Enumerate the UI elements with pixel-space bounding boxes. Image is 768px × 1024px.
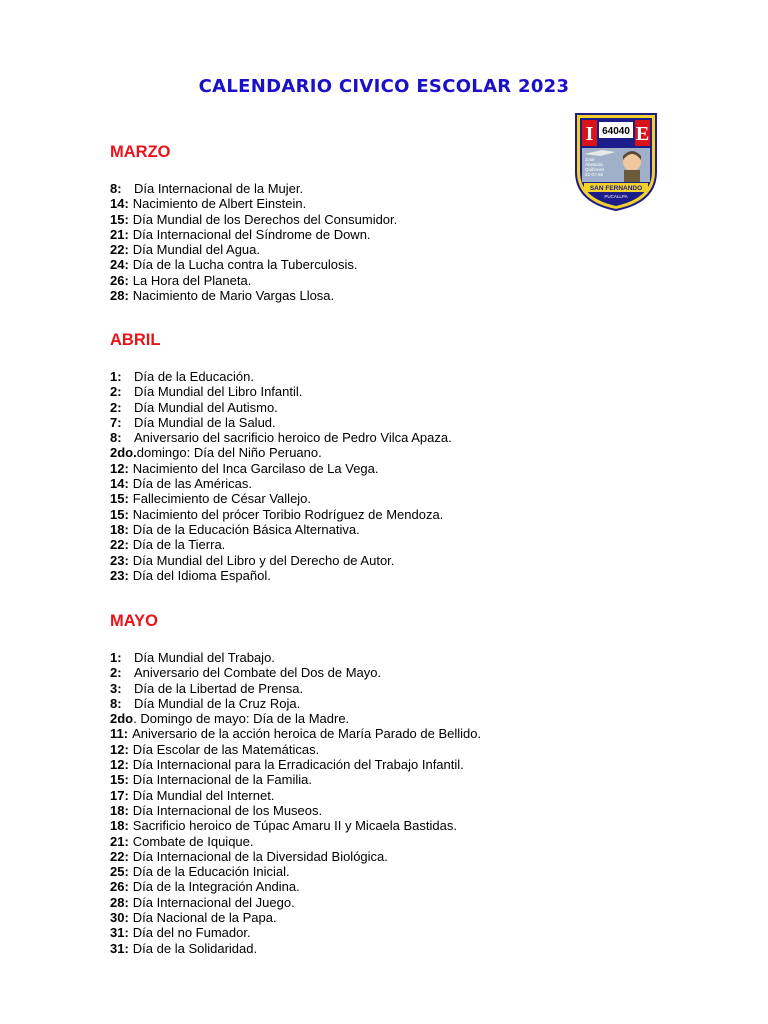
emblem-text-line: Abelardo [585, 162, 604, 167]
entry-date: 22: [110, 848, 129, 864]
month-section-mayo [110, 612, 481, 956]
entry-description: Día Mundial de los Derechos del Consumidor. [132, 211, 398, 227]
entry-description: Sacrificio heroico de Túpac Amaru II y Micaela Bastidas. [132, 818, 457, 834]
entry-date: 2do. [110, 445, 137, 461]
entry-date: 26: [110, 272, 129, 288]
emblem-bottom-text: SAN FERNANDO [589, 185, 643, 192]
entry-date: 2do [110, 711, 134, 727]
calendar-entry [110, 400, 452, 415]
entry-description: Aniversario de la acción heroica de María Parado de Bellido. [132, 726, 482, 742]
entry-description: Día de la Lucha contra la Tuberculosis. [132, 257, 358, 273]
entry-date: 22: [110, 537, 129, 553]
entry-date: 23: [110, 552, 129, 568]
emblem-city-text: PUCALLPA [604, 194, 628, 199]
entry-date: 30: [110, 910, 129, 926]
calendar-entry [110, 726, 481, 741]
entry-date: 15: [110, 772, 129, 788]
entry-description: Día del no Fumador. [132, 925, 251, 941]
entry-date: 18: [110, 802, 129, 818]
entry-description: Día Mundial del Internet. [132, 787, 275, 803]
entry-description: Día de la Educación Inicial. [132, 864, 290, 880]
entry-description: Nacimiento de Mario Vargas Llosa. [132, 288, 335, 304]
month-heading: MAYO [110, 612, 158, 630]
entry-date: 12: [110, 460, 129, 476]
entry-date: 18: [110, 521, 129, 537]
calendar-entry [110, 242, 397, 257]
entry-description: Día Mundial del Libro y del Derecho de Autor. [132, 552, 395, 568]
entry-description: Día Internacional del Síndrome de Down. [132, 226, 371, 242]
page-title: CALENDARIO CIVICO ESCOLAR 2023 [198, 76, 570, 97]
calendar-entry [110, 849, 481, 864]
calendar-entry [110, 650, 481, 665]
entry-date: 8: [110, 181, 122, 196]
entry-date: 7: [110, 414, 122, 430]
emblem-left-letter: I [585, 123, 594, 145]
calendar-entry [110, 925, 481, 940]
entry-date: 15: [110, 506, 129, 522]
entry-date: 8: [110, 430, 122, 446]
entry-description: Día Nacional de la Papa. [132, 910, 277, 926]
entry-description: Nacimiento del Inca Garcilaso de La Vega. [132, 460, 379, 476]
calendar-entry [110, 227, 397, 242]
calendar-entry [110, 665, 481, 680]
entry-date: 21: [110, 833, 129, 849]
calendar-entry [110, 742, 481, 757]
entry-date: 14: [110, 196, 129, 212]
calendar-entry [110, 537, 452, 552]
calendar-entry [110, 273, 397, 288]
entry-date: 3: [110, 680, 122, 696]
entry-description: Día de la Libertad de Prensa. [134, 680, 304, 696]
calendar-entry [110, 522, 452, 537]
calendar-entry [110, 461, 452, 476]
calendar-entry [110, 369, 452, 384]
entry-date: 11: [110, 726, 129, 742]
entry-date: 2: [110, 384, 122, 400]
emblem-text-line: 22-07-68 [585, 172, 604, 177]
calendar-entry [110, 681, 481, 696]
emblem-text-line: José [585, 157, 595, 162]
emblem-right-letter: E [635, 123, 650, 145]
entry-date: 15: [110, 211, 129, 227]
entry-description: Día Escolar de las Matemáticas. [132, 741, 320, 757]
entry-description: Día Mundial del Libro Infantil. [134, 384, 303, 400]
calendar-entry [110, 476, 452, 491]
entry-description: Aniversario del sacrificio heroico de Pedro Vilca Apaza. [134, 430, 452, 446]
calendar-entry [110, 772, 481, 787]
calendar-entry [110, 507, 452, 522]
calendar-entry [110, 757, 481, 772]
entry-description: Día Mundial del Trabajo. [134, 650, 275, 665]
entry-date: 18: [110, 818, 129, 834]
calendar-entry [110, 430, 452, 445]
calendar-entry [110, 941, 481, 956]
entry-date: 8: [110, 695, 122, 711]
calendar-entry [110, 568, 452, 583]
entry-description: Día Mundial del Autismo. [134, 399, 278, 415]
entry-description: Día Mundial del Agua. [132, 242, 260, 258]
entry-description: Combate de Iquique. [132, 833, 254, 849]
calendar-entry [110, 553, 452, 568]
entry-date: 14: [110, 476, 129, 492]
entry-date: 31: [110, 940, 129, 956]
entry-description: Día Internacional de los Museos. [132, 802, 323, 818]
entry-description: . Domingo de mayo: Día de la Madre. [133, 711, 350, 727]
entry-date: 23: [110, 567, 129, 583]
calendar-entry [110, 257, 397, 272]
entry-description: Día del Idioma Español. [132, 567, 271, 583]
entry-description: Día de la Tierra. [132, 537, 226, 553]
entry-date: 17: [110, 787, 129, 803]
entry-description: Día de la Solidaridad. [132, 940, 258, 956]
entry-date: 31: [110, 925, 129, 941]
entry-description: Día de las Américas. [132, 476, 253, 492]
school-emblem-logo [572, 110, 660, 214]
entry-description: Nacimiento de Albert Einstein. [132, 196, 307, 212]
entry-description: Día Internacional para la Erradicación del Trabajo Infantil. [132, 757, 464, 773]
entry-date: 12: [110, 741, 129, 757]
entry-description: Día Mundial de la Salud. [134, 414, 276, 430]
emblem-number: 64040 [602, 126, 630, 137]
entry-date: 1: [110, 369, 122, 384]
entry-date: 15: [110, 491, 129, 507]
calendar-entry [110, 445, 452, 460]
calendar-entry [110, 196, 397, 211]
entry-description: Fallecimiento de César Vallejo. [132, 491, 312, 507]
entry-description: La Hora del Planeta. [132, 272, 252, 288]
entry-date: 2: [110, 399, 122, 415]
emblem-text-line: Quiñones [585, 167, 605, 172]
entry-description: Día Internacional de la Mujer. [134, 181, 304, 196]
entry-date: 21: [110, 226, 129, 242]
calendar-entry [110, 181, 397, 196]
calendar-entry [110, 864, 481, 879]
entry-description: Día Mundial de la Cruz Roja. [134, 695, 301, 711]
calendar-entry [110, 788, 481, 803]
entry-date: 28: [110, 894, 129, 910]
event-list [110, 369, 452, 583]
entry-description: Día Internacional de la Familia. [132, 772, 312, 788]
entry-description: Aniversario del Combate del Dos de Mayo. [134, 665, 382, 681]
calendar-entry [110, 879, 481, 894]
entry-description: Día de la Integración Andina. [132, 879, 300, 895]
entry-date: 25: [110, 864, 129, 880]
entry-description: Día Internacional de la Diversidad Biológica. [132, 848, 388, 864]
month-heading: ABRIL [110, 331, 161, 349]
entry-description: Día de la Educación Básica Alternativa. [132, 521, 360, 537]
calendar-entry [110, 288, 397, 303]
month-heading: MARZO [110, 143, 171, 161]
entry-date: 26: [110, 879, 129, 895]
entry-description: Día de la Educación. [134, 369, 254, 384]
entry-description: Día Internacional del Juego. [132, 894, 295, 910]
calendar-entry [110, 212, 397, 227]
entry-description: domingo: Día del Niño Peruano. [136, 445, 322, 461]
calendar-entry [110, 415, 452, 430]
entry-description: Nacimiento del prócer Toribio Rodríguez de Mendoza. [132, 506, 444, 522]
event-list [110, 181, 397, 303]
calendar-entry [110, 384, 452, 399]
entry-date: 2: [110, 665, 122, 681]
calendar-entry [110, 895, 481, 910]
calendar-entry [110, 910, 481, 925]
entry-date: 12: [110, 757, 129, 773]
calendar-entry [110, 696, 481, 711]
entry-date: 24: [110, 257, 129, 273]
month-section-abril [110, 331, 452, 583]
entry-date: 1: [110, 650, 122, 665]
calendar-entry [110, 834, 481, 849]
calendar-entry [110, 711, 481, 726]
event-list [110, 650, 481, 956]
entry-date: 28: [110, 288, 129, 304]
calendar-entry [110, 491, 452, 506]
calendar-entry [110, 803, 481, 818]
entry-date: 22: [110, 242, 129, 258]
calendar-entry [110, 818, 481, 833]
month-section-marzo [110, 143, 397, 303]
